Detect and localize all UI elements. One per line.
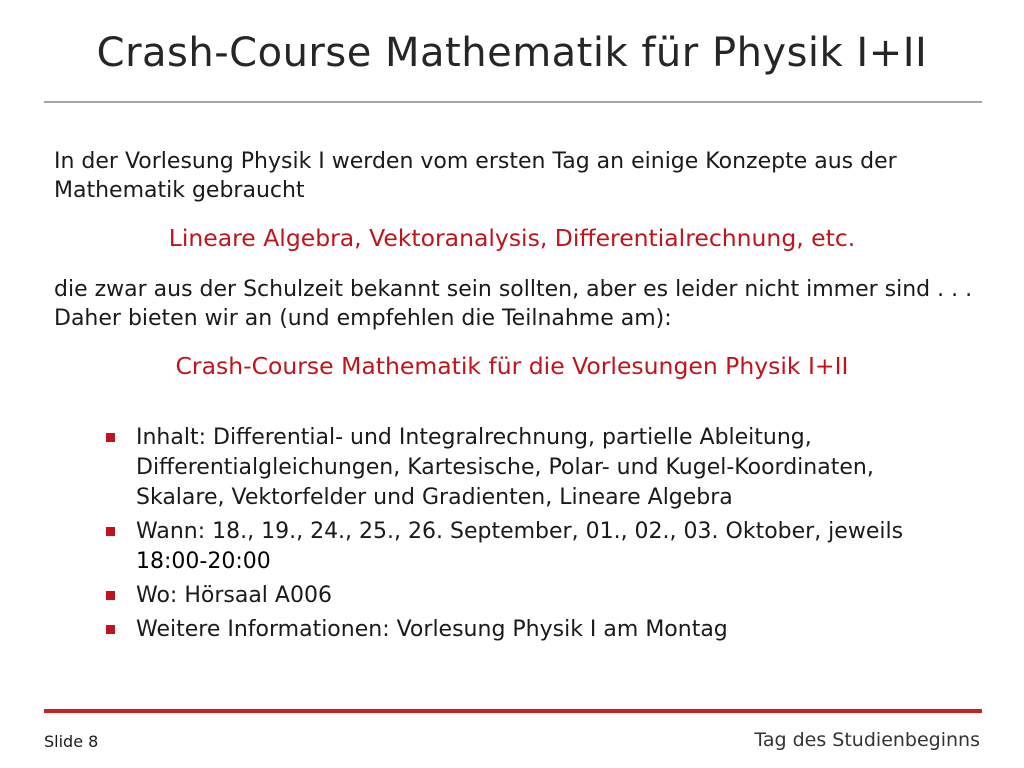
square-bullet-icon [106,625,115,634]
square-bullet-icon [106,591,115,600]
highlight-topics: Lineare Algebra, Vektoranalysis, Differentialrechnung, etc. [168,224,856,252]
middle-paragraph: die zwar aus der Schulzeit bekannt sein sollten, aber es leider nicht immer sind . . . Daher bieten wir an (und empfehlen die Teilnahme am): [54,277,973,331]
bullet-content-text: Inhalt: Differential- und Integralrechnung, partielle Ableitung, Differentialgleichungen, Kartesische, Polar- und Kugel-Koordinaten, Skalare, Vektorfelder und Gradienten, Lineare Algebra [136,425,874,510]
bullet-info-text: Weitere Informationen: Vorlesung Physik I am Montag [136,617,728,642]
intro-paragraph: In der Vorlesung Physik I werden vom ersten Tag an einige Konzepte aus der Mathematik gebraucht [54,149,897,203]
square-bullet-icon [106,433,115,442]
square-bullet-icon [106,527,115,536]
bullet-location-text: Wo: Hörsaal A006 [136,583,332,608]
list-item [102,423,942,513]
list-item [102,615,942,645]
highlight-course: Crash-Course Mathematik für die Vorlesungen Physik I+II [175,352,849,380]
slide-title: Crash-Course Mathematik für Physik I+II [96,30,928,76]
slide-number: Slide 8 [44,732,99,751]
bullet-list [102,423,942,649]
footer-event-label: Tag des Studienbeginns [754,729,980,751]
list-item [102,517,942,577]
bullet-schedule-text: Wann: 18., 19., 24., 25., 26. September, 01., 02., 03. Oktober, jeweils [136,519,904,544]
bullet-time-text: 18:00-20:00 [136,549,271,574]
list-item [102,581,942,611]
title-divider [44,101,982,103]
footer-divider [44,709,982,713]
